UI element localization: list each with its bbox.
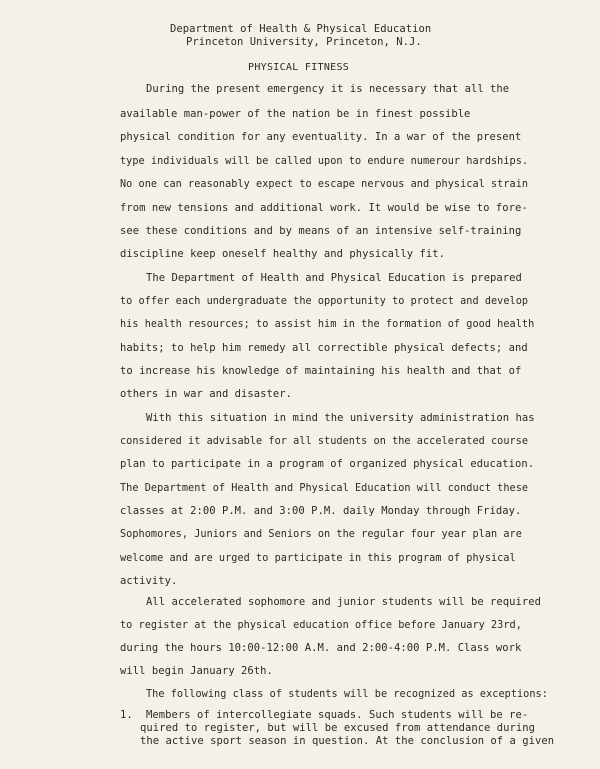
paragraph-line: type individuals will be called upon to endure numerour hardships. — [120, 156, 529, 167]
paragraph-line: The Department of Health and Physical Education will conduct these — [120, 483, 529, 494]
paragraph-line: available man-power of the nation be in finest possible — [120, 108, 471, 120]
paragraph-line: Sophomores, Juniors and Seniors on the regular four year plan are — [120, 529, 522, 540]
university-location: Princeton University, Princeton, N.J. — [186, 36, 422, 48]
list-item-line: the active sport season in question. At the conclusion of a given — [140, 735, 555, 747]
list-item-line: Members of intercollegiate squads. Such students will be re- — [146, 709, 529, 721]
page-title: PHYSICAL FITNESS — [248, 62, 350, 73]
paragraph-line: classes at 2:00 P.M. and 3:00 P.M. daily Monday through Friday. — [120, 505, 522, 517]
paragraph-line: All accelerated sophomore and junior students will be required — [146, 596, 542, 608]
paragraph-line: physical condition for any eventuality. In a war of the present — [120, 131, 522, 143]
paragraph-line: from new tensions and additional work. It would be wise to fore- — [120, 202, 528, 214]
paragraph-line: habits; to help him remedy all correctible physical defects; and — [120, 342, 528, 354]
paragraph-line: considered it advisable for all students on the accelerated course — [120, 436, 529, 447]
paragraph-line: plan to participate in a program of organized physical education. — [120, 458, 535, 470]
paragraph-line: see these conditions and by means of an intensive self-training — [120, 225, 522, 237]
paragraph-line: The Department of Health and Physical Education is prepared — [146, 272, 522, 284]
paragraph-line: During the present emergency it is necessary that all the — [146, 83, 510, 95]
paragraph-line: to offer each undergraduate the opportunity to protect and develop — [120, 296, 529, 307]
paragraph-line: others in war and disaster. — [120, 388, 293, 400]
paragraph-line: The following class of students will be recognized as exceptions: — [146, 689, 548, 700]
paragraph-line: activity. — [120, 575, 178, 587]
paragraph-line: With this situation in mind the university administration has — [146, 412, 535, 424]
list-item-number: 1. — [120, 709, 133, 721]
department-heading: Department of Health & Physical Education — [170, 23, 432, 35]
paragraph-line: his health resources; to assist him in the formation of good health — [120, 319, 535, 330]
paragraph-line: will begin January 26th. — [120, 665, 273, 677]
paragraph-line: welcome and are urged to participate in this program of physical — [120, 553, 516, 564]
paragraph-line: discipline keep oneself healthy and physically fit. — [120, 248, 445, 260]
paragraph-line: No one can reasonably expect to escape nervous and physical strain — [120, 179, 529, 190]
list-item-line: quired to register, but will be excused from attendance during — [140, 722, 536, 734]
paragraph-line: to register at the physical education office before January 23rd, — [120, 620, 522, 631]
paragraph-line: to increase his knowledge of maintaining his health and that of — [120, 365, 522, 377]
paragraph-line: during the hours 10:00-12:00 A.M. and 2:00-4:00 P.M. Class work — [120, 642, 522, 654]
